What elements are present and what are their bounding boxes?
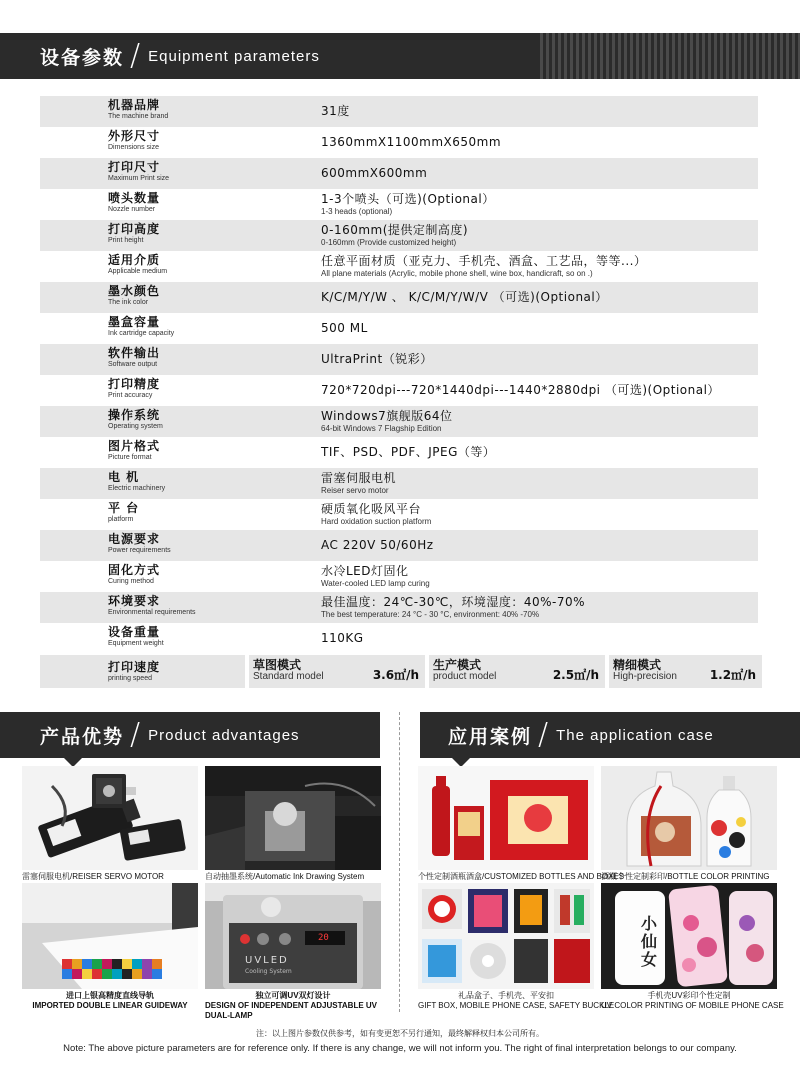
header-slash-divider: / — [130, 716, 141, 752]
linear-guideway-photo — [22, 883, 198, 989]
parameter-label-cn: 墨盒容量 — [108, 315, 161, 329]
parameter-label-cn: 机器品牌 — [108, 98, 161, 112]
header-hatch-decoration — [540, 33, 800, 79]
parameter-row — [40, 561, 758, 592]
parameter-label-en: Equipment weight — [108, 640, 164, 647]
phone-case-caption-en: UV COLOR PRINTING OF MOBILE PHONE CASE — [601, 1001, 784, 1010]
parameter-value: 硬质氧化吸风平台 — [321, 502, 422, 516]
bottle-printing-photo — [601, 766, 777, 870]
application-title-cn: 应用案例 — [448, 725, 533, 748]
ink-system-caption: 自动抽墨系统/Automatic Ink Drawing System — [205, 872, 365, 881]
parameter-value-sub: Reiser servo motor — [321, 486, 389, 495]
parameter-label-cn: 图片格式 — [108, 439, 161, 453]
phone-case-print-text: 小仙女 — [641, 914, 658, 969]
parameter-label-cn: 适用介质 — [108, 253, 161, 267]
speed-mode-high-precision — [605, 655, 762, 688]
speed-label-cn: 打印速度 — [108, 660, 161, 674]
phone-case-photo — [601, 883, 777, 989]
gift-items-photo — [418, 883, 594, 989]
parameter-label-cn: 电源要求 — [108, 532, 161, 546]
parameter-label-en: Nozzle number — [108, 206, 156, 213]
parameter-label-en: Ink cartridge capacity — [108, 330, 175, 337]
parameter-label-cn: 喷头数量 — [108, 191, 161, 205]
uv-lamp-caption-en: DESIGN OF INDEPENDENT ADJUSTABLE UV DUAL-LAMP — [205, 1001, 378, 1020]
parameter-row — [40, 406, 758, 437]
servo-motor-photo — [22, 766, 198, 870]
parameter-label-cn: 固化方式 — [108, 563, 161, 577]
speed-mode-name-en: Standard model — [253, 671, 324, 682]
parameter-label-en: Picture format — [108, 454, 152, 461]
speed-mode-product — [425, 655, 605, 688]
parameter-value: 0-160mm(提供定制高度) — [321, 223, 469, 237]
parameter-label-en: Power requirements — [108, 547, 171, 554]
parameter-row — [40, 220, 758, 251]
parameter-row — [40, 96, 758, 127]
parameter-value-sub: 1-3 heads (optional) — [321, 207, 393, 216]
speed-mode-value: 3.6㎡/h — [372, 668, 419, 682]
speed-mode-name-en: High-precision — [613, 671, 677, 682]
parameter-label-cn: 外形尺寸 — [108, 129, 161, 143]
parameter-row — [40, 592, 758, 623]
uvled-label: UVLED — [245, 955, 289, 966]
header-slash-divider: / — [130, 37, 141, 73]
parameter-label-en: Print height — [108, 237, 144, 244]
parameter-row — [40, 499, 758, 530]
equipment-section-header — [0, 33, 800, 79]
parameter-value: 31度 — [321, 104, 350, 118]
parameter-value: 1-3个喷头（可选)(Optional） — [321, 192, 495, 206]
parameter-value: 720*720dpi---720*1440dpi---1440*2880dpi （可选)(Optional） — [321, 383, 720, 397]
advantages-section-header — [0, 712, 380, 758]
parameter-label-en: Operating system — [108, 423, 163, 430]
speed-label-en: printing speed — [108, 675, 152, 682]
advantages-title-cn: 产品优势 — [40, 725, 125, 748]
temperature-display: 20 — [318, 933, 329, 943]
parameter-row — [40, 623, 758, 654]
advantages-title-en: Product advantages — [148, 726, 300, 744]
gift-items-caption: 礼品盒子、手机壳、平安扣 — [458, 991, 554, 1000]
header-slash-divider: / — [538, 716, 549, 752]
bottles-boxes-photo — [418, 766, 594, 870]
parameter-value: K/C/M/Y/W 、 K/C/M/Y/W/V （可选)(Optional） — [321, 290, 608, 304]
parameter-row — [40, 375, 758, 406]
parameter-row — [40, 437, 758, 468]
parameter-value: 任意平面材质（亚克力、手机壳、酒盒、工艺品，等等...） — [321, 254, 647, 268]
parameter-row — [40, 313, 758, 344]
parameter-label-en: The ink color — [108, 299, 149, 306]
gift-items-caption-en: GIFT BOX, MOBILE PHONE CASE, SAFETY BUCKLE — [418, 1001, 615, 1010]
parameters-table — [40, 96, 758, 654]
parameter-value: 水冷LED灯固化 — [321, 564, 409, 578]
parameter-label-en: platform — [108, 516, 134, 523]
parameter-label-cn: 环境要求 — [108, 594, 161, 608]
parameter-row — [40, 282, 758, 313]
speed-mode-name-cn: 草图模式 — [253, 658, 302, 672]
parameter-label-en: Dimensions size — [108, 144, 159, 151]
parameter-row — [40, 251, 758, 282]
parameter-value-sub: 64-bit Windows 7 Flagship Edition — [321, 424, 442, 433]
bottles-boxes-caption: 个性定制酒瓶酒盒/CUSTOMIZED BOTTLES AND BOXES — [418, 872, 625, 881]
linear-guideway-caption-en: IMPORTED DOUBLE LINEAR GUIDEWAY — [32, 1001, 188, 1010]
parameter-value: 最佳温度：24℃-30℃，环境湿度：40%-70% — [321, 595, 585, 609]
parameter-value-sub: All plane materials (Acrylic, mobile phone shell, wine box, handicraft, so on .) — [321, 269, 593, 278]
parameter-label-cn: 操作系统 — [108, 408, 161, 422]
parameter-value: 1360mmX1100mmX650mm — [321, 135, 502, 149]
speed-mode-name-en: product model — [433, 671, 497, 682]
parameter-label-cn: 打印高度 — [108, 222, 161, 236]
phone-case-caption: 手机壳UV彩印个性定制 — [647, 991, 731, 1000]
equipment-title-en: Equipment parameters — [148, 47, 320, 65]
parameter-label-en: Maximum Print size — [108, 175, 170, 182]
parameter-label-en: Software output — [108, 361, 158, 368]
uv-lamp-photo — [205, 883, 381, 989]
linear-guideway-caption: 进口上银高精度直线导轨 — [66, 991, 154, 1000]
parameter-value-sub: Hard oxidation suction platform — [321, 517, 432, 526]
speed-mode-value: 2.5㎡/h — [552, 668, 599, 682]
parameter-label-cn: 设备重量 — [108, 625, 161, 639]
bottle-printing-caption: 酒瓶个性定制彩印/BOTTLE COLOR PRINTING — [601, 872, 770, 881]
application-title-en: The application case — [556, 726, 714, 744]
parameter-label-cn: 电 机 — [108, 470, 140, 484]
parameter-row — [40, 127, 758, 158]
speed-mode-value: 1.2㎡/h — [709, 668, 756, 682]
parameter-row — [40, 344, 758, 375]
parameter-value: AC 220V 50/60Hz — [321, 538, 434, 552]
parameter-label-en: Electric machinery — [108, 485, 166, 492]
parameter-label-en: Print accuracy — [108, 392, 153, 399]
parameter-value: 500 ML — [321, 321, 368, 335]
parameter-label-en: Environmental requirements — [108, 609, 196, 616]
parameter-row — [40, 158, 758, 189]
parameter-label-cn: 平 台 — [108, 501, 140, 515]
parameter-value-sub: Water-cooled LED lamp curing — [321, 579, 430, 588]
footer-note-cn: 注：以上图片参数仅供参考，如有变更恕不另行通知，最终解释权归本公司所有。 — [256, 1029, 544, 1038]
equipment-title-cn: 设备参数 — [40, 46, 125, 69]
speed-mode-name-cn: 精细模式 — [613, 658, 662, 672]
servo-motor-caption: 雷塞伺服电机/REISER SERVO MOTOR — [22, 872, 164, 881]
parameter-value: UltraPrint（锐彩） — [321, 352, 433, 366]
parameter-row — [40, 468, 758, 499]
parameter-label-cn: 墨水颜色 — [108, 284, 161, 298]
parameter-label-cn: 软件输出 — [108, 346, 161, 360]
footer-note-en: Note: The above picture parameters are for reference only. If there is any change, we will not inform you. The right of final interpretation belongs to our company. — [63, 1043, 737, 1054]
parameter-value: 600mmX600mm — [321, 166, 428, 180]
parameter-label-en: Applicable medium — [108, 268, 168, 275]
speed-mode-standard — [245, 655, 425, 688]
parameter-label-cn: 打印尺寸 — [108, 160, 161, 174]
parameter-row — [40, 530, 758, 561]
parameter-value: Windows7旗舰版64位 — [321, 409, 453, 423]
parameter-label-en: The machine brand — [108, 113, 169, 120]
parameter-label-cn: 打印精度 — [108, 377, 161, 391]
printing-speed-row — [40, 655, 762, 688]
uvled-sublabel: Cooling System — [245, 968, 292, 975]
parameter-label-en: Curing method — [108, 578, 154, 585]
parameter-value: 110KG — [321, 631, 364, 645]
speed-mode-name-cn: 生产模式 — [433, 658, 482, 672]
ink-system-photo — [205, 766, 381, 870]
uv-lamp-caption: 独立可调UV双灯设计 — [255, 991, 331, 1000]
application-section-header — [420, 712, 800, 758]
parameter-value-sub: The best temperature: 24 °C - 30 °C, environment: 40% -70% — [321, 610, 540, 619]
parameter-value-sub: 0-160mm (Provide customized height) — [321, 238, 457, 247]
parameter-row — [40, 189, 758, 220]
parameter-value: 雷塞伺服电机 — [321, 471, 397, 485]
column-separator — [399, 712, 400, 1012]
parameter-value: TIF、PSD、PDF、JPEG（等） — [321, 445, 496, 459]
printing-speed-label — [40, 655, 245, 688]
